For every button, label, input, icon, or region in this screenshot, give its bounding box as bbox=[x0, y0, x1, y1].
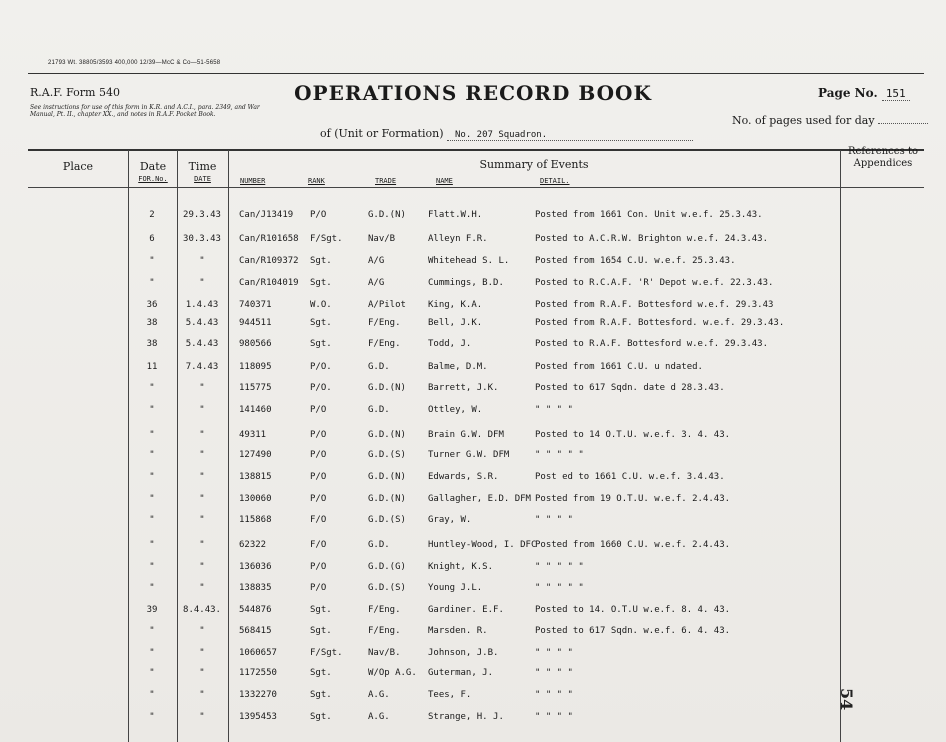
row-cell-detail: Posted from 1654 C.U. w.e.f. 25.3.43. bbox=[535, 256, 736, 266]
page-title: OPERATIONS RECORD BOOK bbox=[294, 81, 652, 105]
row-cell-date: " bbox=[199, 278, 205, 288]
top-rule bbox=[28, 73, 924, 74]
row-cell-date: " bbox=[199, 712, 205, 722]
row-cell-date: " bbox=[199, 472, 205, 482]
row-cell-date: 30.3.43 bbox=[183, 234, 221, 244]
row-cell-number: 568415 bbox=[239, 626, 272, 636]
row-cell-date: " bbox=[199, 515, 205, 525]
row-cell-name: Brain G.W. DFM bbox=[428, 430, 504, 440]
row-cell-number: Can/J13419 bbox=[239, 210, 294, 220]
row-cell-detail: " " " " bbox=[535, 515, 573, 525]
row-cell-trade: F/Eng. bbox=[368, 626, 401, 636]
row-cell-por: 36 bbox=[146, 300, 158, 310]
row-cell-por: " bbox=[149, 648, 155, 658]
row-cell-date: " bbox=[199, 668, 205, 678]
col-time: Time bbox=[188, 160, 217, 173]
row-cell-name: Gardiner. E.F. bbox=[428, 605, 504, 615]
row-cell-number: 115868 bbox=[239, 515, 272, 525]
row-cell-detail: Posted from 1660 C.U. w.e.f. 2.4.43. bbox=[535, 540, 731, 550]
row-cell-detail: Posted from 19 O.T.U. w.e.f. 2.4.43. bbox=[535, 494, 731, 504]
print-code: 21793 Wt. 38805/3593 400,000 12/39—McC & Co—51-5658 bbox=[48, 60, 221, 66]
row-cell-rank: F/Sgt. bbox=[310, 648, 343, 658]
row-cell-rank: Sgt. bbox=[310, 278, 332, 288]
row-cell-detail: Posted to 14 O.T.U. w.e.f. 3. 4. 43. bbox=[535, 430, 731, 440]
row-cell-por: " bbox=[149, 712, 155, 722]
row-cell-detail: Posted to R.C.A.F. 'R' Depot w.e.f. 22.3.43. bbox=[535, 278, 774, 288]
row-cell-por: " bbox=[149, 472, 155, 482]
row-cell-trade: G.D.(S) bbox=[368, 515, 406, 525]
row-cell-detail: " " " " bbox=[535, 712, 573, 722]
row-cell-trade: Nav/B bbox=[368, 234, 396, 244]
row-cell-detail: Posted to A.C.R.W. Brighton w.e.f. 24.3.43. bbox=[535, 234, 768, 244]
page-number-label: Page No. bbox=[818, 86, 878, 100]
row-cell-name: Guterman, J. bbox=[428, 668, 494, 678]
row-cell-name: Young J.L. bbox=[428, 583, 483, 593]
margin-stamp: 54 bbox=[837, 688, 856, 711]
row-cell-detail: " " " " bbox=[535, 668, 573, 678]
row-cell-por: " bbox=[149, 405, 155, 415]
form-number: R.A.F. Form 540 bbox=[30, 86, 120, 99]
row-cell-name: Flatt.W.H. bbox=[428, 210, 483, 220]
row-cell-date: 7.4.43 bbox=[185, 362, 219, 372]
row-cell-number: 62322 bbox=[239, 540, 267, 550]
row-cell-por: " bbox=[149, 583, 155, 593]
row-cell-por: " bbox=[149, 668, 155, 678]
row-cell-detail: " " " " " bbox=[535, 562, 584, 572]
row-cell-por: 39 bbox=[146, 605, 158, 615]
row-cell-date: " bbox=[199, 256, 205, 266]
row-cell-date: " bbox=[199, 562, 205, 572]
row-cell-detail: " " " " bbox=[535, 690, 573, 700]
row-cell-number: 115775 bbox=[239, 383, 272, 393]
row-cell-por: " bbox=[149, 278, 155, 288]
row-cell-rank: P/O bbox=[310, 450, 327, 460]
row-cell-rank: F/O bbox=[310, 540, 327, 550]
row-cell-number: 1172550 bbox=[239, 668, 277, 678]
col-place: Place bbox=[62, 160, 94, 173]
pages-used-blank bbox=[878, 123, 928, 124]
row-cell-trade: A.G. bbox=[368, 712, 390, 722]
col-date: Date bbox=[139, 160, 167, 173]
row-cell-por: " bbox=[149, 383, 155, 393]
row-cell-name: Barrett, J.K. bbox=[428, 383, 499, 393]
row-cell-detail: " " " " " bbox=[535, 450, 584, 460]
row-cell-por: " bbox=[149, 450, 155, 460]
row-cell-por: " bbox=[149, 515, 155, 525]
row-cell-detail: " " " " bbox=[535, 405, 573, 415]
row-cell-number: 136036 bbox=[239, 562, 272, 572]
col-trade: TRADE bbox=[375, 177, 397, 185]
row-cell-rank: Sgt. bbox=[310, 690, 332, 700]
row-cell-name: Tees, F. bbox=[428, 690, 472, 700]
row-cell-name: Turner G.W. DFM bbox=[428, 450, 510, 460]
row-cell-trade: G.D.(N) bbox=[368, 494, 406, 504]
row-cell-trade: G.D. bbox=[368, 362, 390, 372]
page-number bbox=[818, 86, 910, 100]
row-cell-trade: A/Pilot bbox=[368, 300, 406, 310]
row-cell-rank: Sgt. bbox=[310, 256, 332, 266]
row-cell-name: King, K.A. bbox=[428, 300, 483, 310]
row-cell-date: " bbox=[199, 690, 205, 700]
row-cell-date: " bbox=[199, 626, 205, 636]
row-cell-name: Marsden. R. bbox=[428, 626, 488, 636]
header-bottom-rule bbox=[28, 187, 924, 188]
row-cell-trade: F/Eng. bbox=[368, 318, 401, 328]
col-references: References to Appendices bbox=[847, 146, 919, 169]
row-cell-name: Whitehead S. L. bbox=[428, 256, 510, 266]
row-cell-name: Alleyn F.R. bbox=[428, 234, 488, 244]
row-cell-number: 1395453 bbox=[239, 712, 277, 722]
row-cell-por: 38 bbox=[146, 339, 158, 349]
row-cell-rank: W.O. bbox=[310, 300, 332, 310]
row-cell-trade: G.D.(N) bbox=[368, 472, 406, 482]
row-cell-number: 138815 bbox=[239, 472, 272, 482]
row-cell-por: " bbox=[149, 494, 155, 504]
row-cell-trade: G.D.(N) bbox=[368, 383, 406, 393]
row-cell-por: " bbox=[149, 430, 155, 440]
row-cell-detail: Posted from 1661 C.U. u ndated. bbox=[535, 362, 703, 372]
row-cell-date: 8.4.43. bbox=[183, 605, 221, 615]
row-cell-rank: Sgt. bbox=[310, 712, 332, 722]
row-cell-date: 29.3.43 bbox=[183, 210, 221, 220]
row-cell-number: 127490 bbox=[239, 450, 272, 460]
row-cell-trade: F/Eng. bbox=[368, 339, 401, 349]
row-cell-trade: Nav/B. bbox=[368, 648, 401, 658]
row-cell-rank: P/O. bbox=[310, 362, 332, 372]
row-cell-number: 740371 bbox=[239, 300, 272, 310]
row-cell-detail: Posted from R.A.F. Bottesford w.e.f. 29.3.43 bbox=[535, 300, 774, 310]
row-cell-date: " bbox=[199, 383, 205, 393]
row-cell-date: 5.4.43 bbox=[185, 318, 219, 328]
col-summary: Summary of Events bbox=[479, 158, 589, 171]
row-cell-detail: Posted to 14. O.T.U w.e.f. 8. 4. 43. bbox=[535, 605, 731, 615]
row-cell-name: Gray, W. bbox=[428, 515, 472, 525]
time-divider bbox=[228, 150, 229, 742]
row-cell-number: 544876 bbox=[239, 605, 272, 615]
row-cell-number: Can/R101658 bbox=[239, 234, 299, 244]
col-date-sub: FOR.No. bbox=[138, 175, 168, 183]
pages-used-label: No. of pages used for day bbox=[732, 114, 875, 127]
col-rank: RANK bbox=[308, 177, 325, 185]
row-cell-trade: G.D. bbox=[368, 405, 390, 415]
row-cell-name: Knight, K.S. bbox=[428, 562, 494, 572]
row-cell-number: 980566 bbox=[239, 339, 272, 349]
row-cell-date: " bbox=[199, 494, 205, 504]
col-name: NAME bbox=[436, 177, 453, 185]
row-cell-rank: P/O bbox=[310, 583, 327, 593]
row-cell-detail: Post ed to 1661 C.U. w.e.f. 3.4.43. bbox=[535, 472, 725, 482]
row-cell-trade: G.D.(G) bbox=[368, 562, 406, 572]
row-cell-trade: G.D. bbox=[368, 540, 390, 550]
row-cell-date: " bbox=[199, 405, 205, 415]
row-cell-detail: Posted from 1661 Con. Unit w.e.f. 25.3.43. bbox=[535, 210, 763, 220]
row-cell-name: Todd, J. bbox=[428, 339, 472, 349]
row-cell-rank: Sgt. bbox=[310, 339, 332, 349]
row-cell-number: 141460 bbox=[239, 405, 272, 415]
page-number-value: 151 bbox=[882, 87, 910, 101]
row-cell-number: 138835 bbox=[239, 583, 272, 593]
row-cell-number: Can/R109372 bbox=[239, 256, 299, 266]
row-cell-date: 1.4.43 bbox=[185, 300, 219, 310]
row-cell-rank: F/Sgt. bbox=[310, 234, 343, 244]
row-cell-name: Balme, D.M. bbox=[428, 362, 488, 372]
col-detail: DETAIL. bbox=[540, 177, 570, 185]
row-cell-detail: " " " " " bbox=[535, 583, 584, 593]
row-cell-rank: Sgt. bbox=[310, 668, 332, 678]
row-cell-por: " bbox=[149, 690, 155, 700]
row-cell-name: Huntley-Wood, I. DFC bbox=[428, 540, 537, 550]
row-cell-por: " bbox=[149, 626, 155, 636]
row-cell-rank: F/O bbox=[310, 515, 327, 525]
row-cell-detail: Posted from R.A.F. Bottesford. w.e.f. 29.3.43. bbox=[535, 318, 785, 328]
row-cell-por: " bbox=[149, 562, 155, 572]
row-cell-number: Can/R104019 bbox=[239, 278, 299, 288]
row-cell-rank: P/O bbox=[310, 405, 327, 415]
row-cell-name: Edwards, S.R. bbox=[428, 472, 499, 482]
row-cell-date: 5.4.43 bbox=[185, 339, 219, 349]
row-cell-date: " bbox=[199, 648, 205, 658]
row-cell-name: Cummings, B.D. bbox=[428, 278, 504, 288]
unit-label: of (Unit or Formation) bbox=[320, 127, 444, 140]
row-cell-number: 130060 bbox=[239, 494, 272, 504]
col-number: NUMBER bbox=[240, 177, 266, 185]
unit-value: No. 207 Squadron. bbox=[447, 130, 693, 141]
row-cell-detail: Posted to 617 Sqdn. w.e.f. 6. 4. 43. bbox=[535, 626, 731, 636]
row-cell-number: 49311 bbox=[239, 430, 267, 440]
row-cell-por: 38 bbox=[146, 318, 158, 328]
row-cell-trade: G.D.(N) bbox=[368, 210, 406, 220]
form-instructions: See instructions for use of this form in K.R. and A.C.I., para. 2349, and War Manual, Pt. II., chapter XX., and notes in R.A.F. Pocket Book. bbox=[30, 104, 260, 118]
pages-used bbox=[732, 114, 928, 127]
row-cell-date: " bbox=[199, 583, 205, 593]
row-cell-name: Gallagher, E.D. DFM bbox=[428, 494, 531, 504]
row-cell-por: 6 bbox=[149, 234, 155, 244]
row-cell-por: " bbox=[149, 256, 155, 266]
row-cell-trade: A/G bbox=[368, 256, 385, 266]
row-cell-rank: P/O bbox=[310, 562, 327, 572]
row-cell-por: 2 bbox=[149, 210, 155, 220]
row-cell-trade: G.D.(S) bbox=[368, 583, 406, 593]
refs-divider bbox=[840, 150, 841, 742]
table-top-rule bbox=[28, 149, 924, 151]
row-cell-number: 1060657 bbox=[239, 648, 277, 658]
row-cell-rank: P/O bbox=[310, 430, 327, 440]
row-cell-trade: A.G. bbox=[368, 690, 390, 700]
row-cell-number: 1332270 bbox=[239, 690, 277, 700]
row-cell-trade: G.D.(S) bbox=[368, 450, 406, 460]
row-cell-rank: Sgt. bbox=[310, 626, 332, 636]
row-cell-rank: Sgt. bbox=[310, 605, 332, 615]
row-cell-date: " bbox=[199, 540, 205, 550]
row-cell-trade: A/G bbox=[368, 278, 385, 288]
row-cell-name: Ottley, W. bbox=[428, 405, 483, 415]
row-cell-number: 118095 bbox=[239, 362, 272, 372]
row-cell-date: " bbox=[199, 430, 205, 440]
row-cell-por: " bbox=[149, 540, 155, 550]
row-cell-rank: Sgt. bbox=[310, 318, 332, 328]
row-cell-rank: P/O. bbox=[310, 383, 332, 393]
row-cell-por: 11 bbox=[146, 362, 158, 372]
row-cell-name: Johnson, J.B. bbox=[428, 648, 499, 658]
row-cell-trade: G.D.(N) bbox=[368, 430, 406, 440]
unit-line bbox=[320, 127, 693, 141]
row-cell-rank: P/O bbox=[310, 472, 327, 482]
row-cell-number: 944511 bbox=[239, 318, 272, 328]
row-cell-rank: P/O bbox=[310, 210, 327, 220]
row-cell-detail: " " " " bbox=[535, 648, 573, 658]
row-cell-name: Strange, H. J. bbox=[428, 712, 504, 722]
row-cell-rank: P/O bbox=[310, 494, 327, 504]
row-cell-trade: F/Eng. bbox=[368, 605, 401, 615]
row-cell-date: " bbox=[199, 450, 205, 460]
row-cell-name: Bell, J.K. bbox=[428, 318, 483, 328]
row-cell-trade: W/Op A.G. bbox=[368, 668, 417, 678]
row-cell-detail: Posted to 617 Sqdn. date d 28.3.43. bbox=[535, 383, 725, 393]
col-time-sub: DATE bbox=[194, 175, 211, 183]
row-cell-detail: Posted to R.A.F. Bottesford w.e.f. 29.3.43. bbox=[535, 339, 768, 349]
